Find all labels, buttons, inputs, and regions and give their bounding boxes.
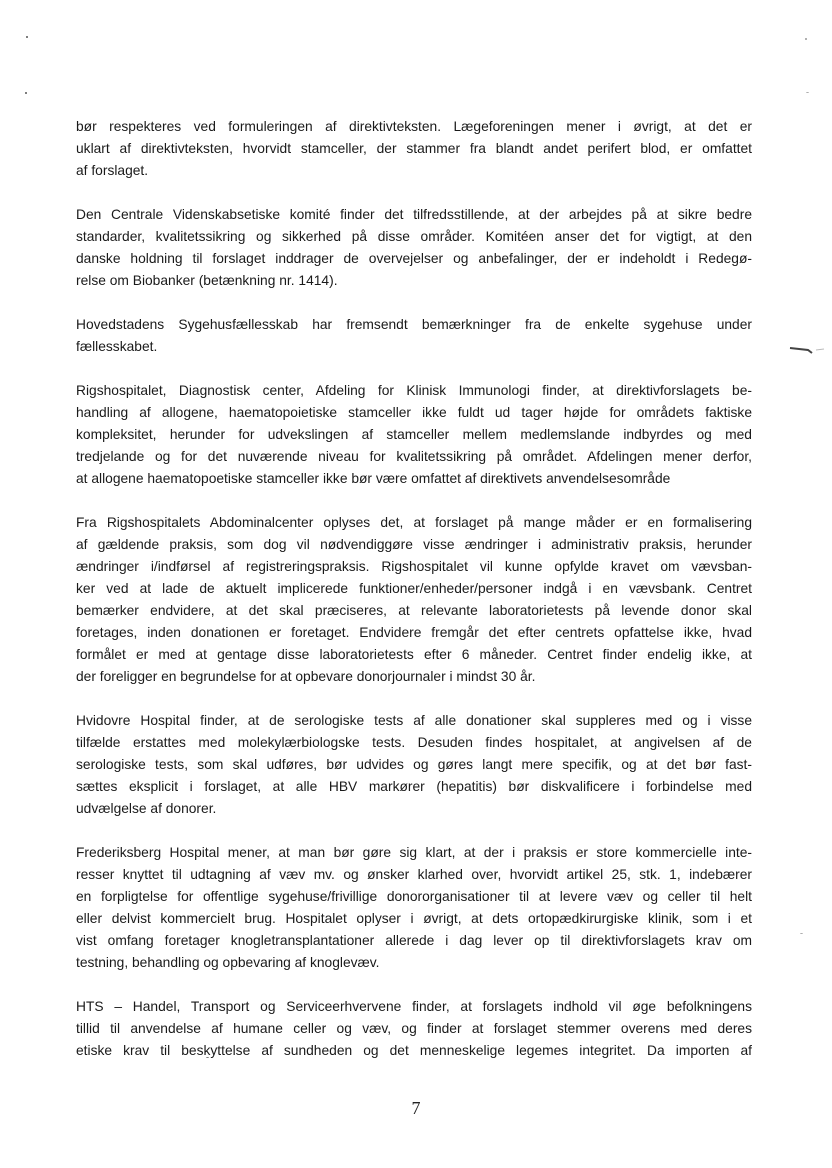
document-body bbox=[76, 116, 752, 1084]
scan-speck bbox=[26, 36, 28, 38]
text-line: bør respekteres ved formuleringen af direktivteksten. Lægeforeningen mener i øvrigt, at det er bbox=[76, 119, 752, 134]
text-line: at allogene haematopoetiske stamceller ikke bør være omfattet af direktivets anvendelsesområde bbox=[76, 471, 671, 486]
text-line: fællesskabet. bbox=[76, 339, 158, 354]
text-line: en forpligtelse for offentlige sygehuse/frivillige donororganisationer til at levere væv og celler til helt bbox=[76, 889, 752, 904]
scan-mark bbox=[788, 344, 828, 356]
text-line: eller delvist kommercielt brug. Hospitalet oplyser i øvrigt, at dets ortopædkirurgiske klinik, som i et bbox=[76, 911, 752, 926]
paragraph bbox=[76, 710, 752, 820]
scan-speck bbox=[800, 933, 803, 934]
text-line: kompleksitet, herunder for udvekslingen af stamceller mellem medlemslande indbyrdes og med bbox=[76, 427, 752, 442]
text-line: Hovedstadens Sygehusfællesskab har fremsendt bemærkninger fra de enkelte sygehuse under bbox=[76, 317, 752, 332]
text-line: testning, behandling og opbevaring af knoglevæv. bbox=[76, 955, 380, 970]
text-line: Den Centrale Videnskabsetiske komité finder det tilfredsstillende, at der arbejdes på at sikre bedre bbox=[76, 207, 752, 222]
scan-speck bbox=[25, 92, 27, 94]
text-line: danske holdning til forslaget inddrager de overvejelser og anbefalinger, der er indeholdt i Redegø- bbox=[76, 251, 752, 266]
paragraph bbox=[76, 996, 752, 1062]
text-line: etiske krav til beskyttelse af sundheden og det menneskelige legemes integritet. Da importen af bbox=[76, 1043, 752, 1058]
text-line: der foreligger en begrundelse for at opbevare donorjournaler i mindst 30 år. bbox=[76, 669, 536, 684]
text-line: af forslaget. bbox=[76, 163, 149, 178]
paragraph bbox=[76, 512, 752, 688]
text-line: uklart af direktivteksten, hvorvidt stamceller, der stammer fra blandt andet perifert blod, er omfattet bbox=[76, 141, 752, 156]
text-line: relse om Biobanker (betænkning nr. 1414). bbox=[76, 273, 338, 288]
text-line: HTS – Handel, Transport og Serviceerhvervene finder, at forslagets indhold vil øge befolkningens bbox=[76, 999, 752, 1014]
text-line: foretages, inden donationen er foretaget. Endvidere fremgår det efter centrets opfattelse ikke, hvad bbox=[76, 625, 752, 640]
text-line: handling af allogene, haematopoietiske stamceller ikke fuldt ud tager højde for områdets faktiske bbox=[76, 405, 752, 420]
scan-speck bbox=[806, 92, 809, 93]
text-line: udvælgelse af donorer. bbox=[76, 801, 217, 816]
text-line: bemærker endvidere, at det skal præciseres, at relevante laboratorietests på levende donor skal bbox=[76, 603, 752, 618]
text-line: tredjelande og for det nuværende niveau for kvalitetssikring på området. Afdelingen mener derfor, bbox=[76, 449, 752, 464]
text-line: af gældende praksis, som dog vil nødvendiggøre visse ændringer i administrativ praksis, herunder bbox=[76, 537, 752, 552]
paragraph bbox=[76, 380, 752, 490]
text-line: serologiske tests, som skal udføres, bør udvides og gøres langt mere specifik, og at det bør fast- bbox=[76, 757, 752, 772]
text-line: ker ved at lade de aktuelt implicerede funktioner/enheder/personer indgå i en vævsbank. Centret bbox=[76, 581, 752, 596]
paragraph bbox=[76, 842, 752, 974]
text-line: standarder, kvalitetssikring og sikkerhed på disse områder. Komitéen anser det for vigtigt, at den bbox=[76, 229, 752, 244]
scan-speck bbox=[805, 38, 807, 40]
text-line: vist omfang foretager knogletransplantationer allerede i dag lever op til direktivforslagets krav om bbox=[76, 933, 752, 948]
text-line: tillid til anvendelse af humane celler og væv, og finder at forslaget stemmer overens med deres bbox=[76, 1021, 752, 1036]
text-line: Rigshospitalet, Diagnostisk center, Afdeling for Klinisk Immunologi finder, at direktivforslagets be- bbox=[76, 383, 752, 398]
paragraph bbox=[76, 314, 752, 358]
text-line: sættes eksplicit i forslaget, at alle HBV markører (hepatitis) bør diskvalificere i forbindelse med bbox=[76, 779, 752, 794]
text-line: ændringer i/indførsel af registreringspraksis. Rigshospitalet vil kunne opfylde kravet om vævsban- bbox=[76, 559, 752, 574]
text-line: formålet er med at gentage disse laboratorietests efter 6 måneder. Centret finder endelig ikke, at bbox=[76, 647, 752, 662]
paragraph bbox=[76, 204, 752, 292]
paragraph bbox=[76, 116, 752, 182]
text-line: Frederiksberg Hospital mener, at man bør gøre sig klart, at der i praksis er store kommercielle inte- bbox=[76, 845, 752, 860]
text-line: tilfælde erstattes med molekylærbiologske tests. Desuden findes hospitalet, at angivelsen af de bbox=[76, 735, 752, 750]
page-number: 7 bbox=[411, 1098, 421, 1118]
text-line: Hvidovre Hospital finder, at de serologiske tests af alle donationer skal suppleres med og i visse bbox=[76, 713, 752, 728]
text-line: Fra Rigshospitalets Abdominalcenter oplyses det, at forslaget på mange måder er en formalisering bbox=[76, 515, 752, 530]
text-line: resser knyttet til udtagning af væv mv. og ønsker klarhed over, hvorvidt artikel 25, stk. 1, indebærer bbox=[76, 867, 752, 882]
